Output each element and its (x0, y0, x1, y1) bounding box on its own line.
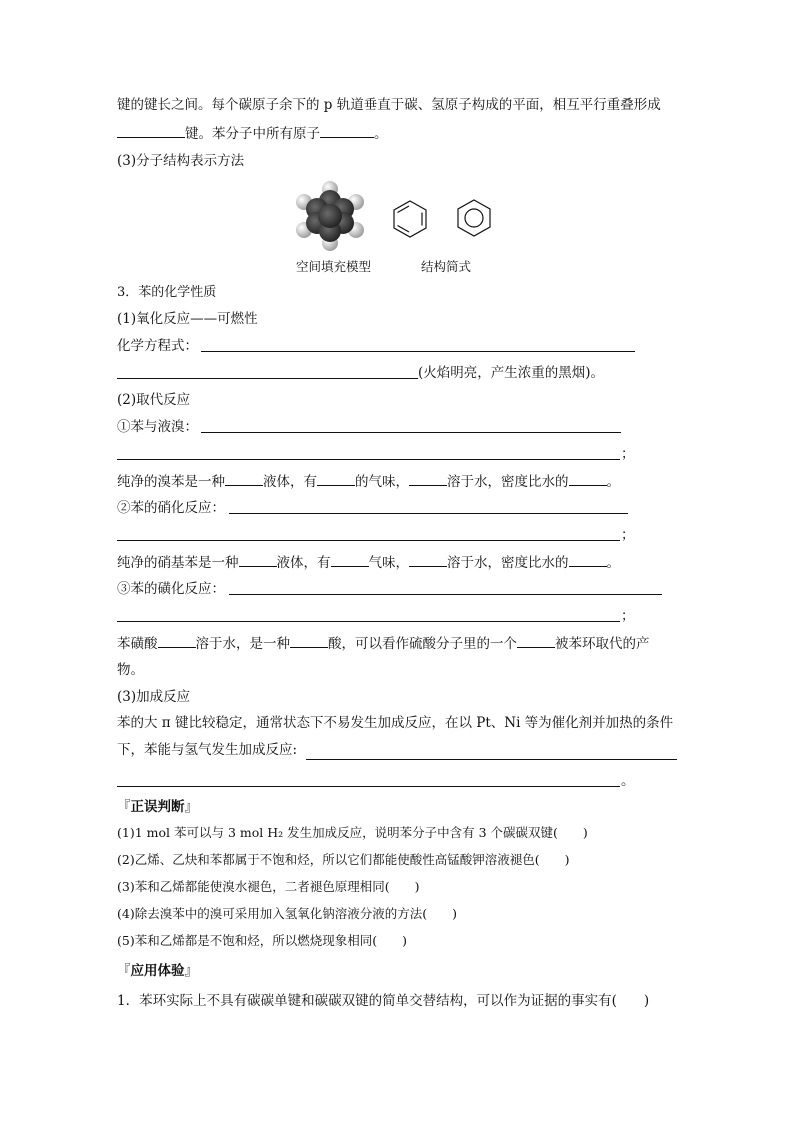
text-line: 下，苯能与氢气发生加成反应: (117, 742, 298, 758)
judge-item: (3)苯和乙烯都能使溴水褪色，二者褪色原理相同( ) (117, 879, 420, 894)
answer-line[interactable] (117, 540, 620, 541)
judge-item: (5)苯和乙烯都是不饱和烃，所以燃烧现象相同( ) (117, 933, 407, 948)
question-text: 1．苯环实际上不具有碳碳单键和碳碳双键的简单交替结构，可以作为证据的事实有( ) (117, 993, 650, 1009)
judge-item: (4)除去溴苯中的溴可采用加入氢氧化钠溶液分液的方法( ) (117, 906, 457, 921)
text-fragment: 溶于水，密度比水的 (447, 555, 569, 571)
aromatic-ring-structure-image (453, 197, 495, 239)
text-fragment: 纯净的溴苯是一种 (117, 474, 225, 490)
text-fragment: 苯磺酸 (117, 636, 158, 652)
equation-label: 化学方程式： (117, 338, 198, 354)
semicolon: ； (621, 446, 635, 462)
answer-line[interactable] (229, 594, 662, 595)
fill-blank[interactable] (517, 634, 555, 648)
space-filling-model-image (290, 180, 370, 252)
text-line (117, 472, 620, 491)
fill-blank[interactable] (409, 472, 447, 486)
section-heading: 3．苯的化学性质 (117, 285, 217, 300)
fill-blank[interactable] (569, 472, 607, 486)
subsection-heading: (2)取代反应 (117, 392, 191, 408)
section-title-judge (117, 798, 198, 816)
text-fragment: 。 (606, 474, 620, 490)
text-fragment: 的气味， (355, 474, 409, 490)
period: 。 (621, 773, 635, 789)
reaction-label: ①苯与液溴： (117, 419, 198, 435)
text-fragment: 键。苯分子中所有原子 (185, 126, 320, 142)
figure-caption: 结构简式 (421, 259, 472, 274)
title-text: 应用体验 (130, 963, 185, 979)
section-title-apply (117, 962, 198, 980)
text-fragment: 。 (606, 555, 620, 571)
title-text: 正误判断 (130, 799, 185, 815)
section-heading: (3)分子结构表示方法 (117, 153, 245, 169)
reaction-label: ②苯的硝化反应： (117, 500, 225, 516)
fill-blank[interactable] (225, 472, 263, 486)
text-line (117, 553, 620, 572)
fill-blank[interactable] (569, 553, 607, 567)
fill-blank[interactable] (158, 634, 196, 648)
semicolon: ； (621, 608, 635, 624)
bracket-right: 』 (184, 799, 198, 815)
text-fragment: 液体，有 (263, 474, 317, 490)
text-line: 苯的大 π 键比较稳定，通常状态下不易发生加成反应，在以 Pt、Ni 等为催化剂并加热的条件 (117, 715, 674, 731)
subsection-heading: (3)加成反应 (117, 689, 191, 705)
bracket-left: 『 (117, 799, 131, 815)
fill-blank[interactable] (409, 553, 447, 567)
answer-line[interactable] (117, 378, 418, 379)
bracket-right: 』 (184, 963, 198, 979)
subsection-heading: (1)氧化反应——可燃性 (117, 311, 258, 327)
answer-line[interactable] (306, 759, 677, 760)
bracket-left: 『 (117, 963, 131, 979)
answer-line[interactable] (117, 621, 620, 622)
text-line: 键的键长之间。每个碳原子余下的 p 轨道垂直于碳、氢原子构成的平面，相互平行重叠形成 (117, 97, 661, 113)
text-line (117, 634, 650, 653)
answer-line[interactable] (117, 786, 620, 787)
semicolon: ； (621, 527, 635, 543)
text-fragment: 被苯环取代的产 (555, 636, 650, 652)
figure-caption: 空间填充模型 (296, 259, 372, 274)
answer-line[interactable] (201, 432, 621, 433)
note-text: (火焰明亮，产生浓重的黑烟)。 (418, 365, 605, 381)
kekule-structure-image (389, 198, 431, 240)
answer-line[interactable] (201, 351, 635, 352)
fill-blank[interactable] (117, 124, 185, 138)
text-fragment: 气味， (368, 555, 409, 571)
text-fragment: 溶于水，密度比水的 (447, 474, 569, 490)
text-line: 物。 (117, 662, 144, 678)
text-fragment: 溶于水，是一种 (195, 636, 290, 652)
text-fragment: 。 (374, 126, 388, 142)
judge-item: (1)1 mol 苯可以与 3 mol H₂ 发生加成反应，说明苯分子中含有 3 个碳碳双键( ) (117, 825, 588, 840)
answer-line[interactable] (117, 459, 620, 460)
fill-blank[interactable] (317, 472, 355, 486)
judge-item: (2)乙烯、乙炔和苯都属于不饱和烃，所以它们都能使酸性高锰酸钾溶液褪色( ) (117, 852, 570, 867)
fill-blank[interactable] (320, 124, 374, 138)
fill-blank[interactable] (239, 553, 277, 567)
text-fragment: 液体，有 (276, 555, 331, 571)
text-line (117, 124, 388, 143)
fill-blank[interactable] (331, 553, 369, 567)
text-fragment: 纯净的硝基苯是一种 (117, 555, 239, 571)
answer-line[interactable] (229, 513, 628, 514)
reaction-label: ③苯的磺化反应： (117, 581, 225, 597)
fill-blank[interactable] (290, 634, 328, 648)
text-fragment: 酸，可以看作硫酸分子里的一个 (328, 636, 517, 652)
